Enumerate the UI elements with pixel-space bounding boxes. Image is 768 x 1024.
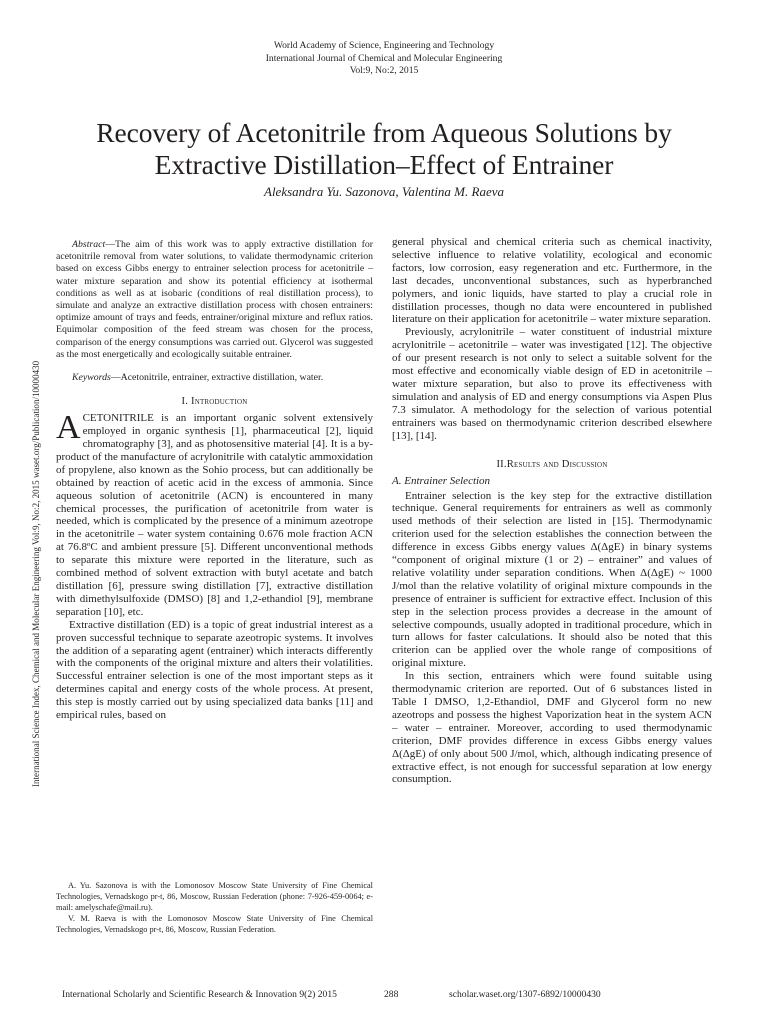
header-line-3: Vol:9, No:2, 2015 xyxy=(349,65,419,77)
abstract xyxy=(56,239,373,361)
footer-link[interactable]: scholar.waset.org/1307-6892/10000430 xyxy=(449,989,601,1000)
abstract-label: Abstract xyxy=(72,239,106,250)
left-column xyxy=(56,239,373,722)
intro-paragraph-1 xyxy=(56,409,373,619)
subsection-heading: A. Entrainer Selection xyxy=(392,474,491,487)
paper-authors: Aleksandra Yu. Sazonova, Valentina M. Raeva xyxy=(264,184,504,199)
intro-paragraph-1-text: CETONITRILE is an important organic solvent extensively employed in organic synthesis [1], pharmaceutical [2], liquid chromatography [3], and as photosensitive material [4]. It is a by-product of the manufacture of acrylonitrile with catalytic ammoxidation of propylene, also known as the Sohio process, but can additionally be obtained by reaction of acetic acid in the excess of ammonia. Since aqueous solution of acetonitrile (ACN) is encountered in many chemical processes, the purification of acetonitrile from water is needed, which is complicated by the presence of a minimum azeotrope in the acetonitrile – water system containing 0.676 mole fraction ACN at 76.8ºC and ambient pressure [5]. Different unconventional methods to separate this mixture were reported in the literature, such as combined method of solvent extraction with butyl acetate and batch distillation [6], pressure swing distillation [7], extractive distillation with dimethylsulfoxide (DMSO) [8] and 1,2-ethandiol [9], membrane separation [10], etc. xyxy=(56,412,373,618)
drop-cap: A xyxy=(56,409,81,447)
keywords-label: Keywords xyxy=(72,372,111,384)
author-footnotes xyxy=(56,880,373,935)
intro-paragraph-4: Previously, acrylonitrile – water constituent of industrial mixture acrylonitrile – acetonitrile – water was investigated [12]. The objective of our present research is not only to select a suitable solvent for the most effective and economically viable design of ED in acetonitrile – water mixture separation, but also to prove its effectiveness with simulation and analysis of ED and energy consumptions via Aspen Plus 7.3 simulator. A methodology for the selection of various potential entrainers was based on thermodynamic criterion described elsewhere [13], [14]. xyxy=(392,326,712,442)
section-1-heading xyxy=(56,396,373,407)
paper-title: Recovery of Acetonitrile from Aqueous Solutions by Extractive Distillation–Effect of Entrainer xyxy=(96,117,672,180)
footnote-2: V. M. Raeva is with the Lomonosov Moscow State University of Fine Chemical Technologies, Vernadskogo pr-t, 86, Moscow, Russian Federation. xyxy=(56,914,373,934)
intro-paragraph-2: Extractive distillation (ED) is a topic of great industrial interest as a proven successful technique to separate azeotropic systems. It involves the addition of a separating agent (entrainer) which interacts differently with the components of the original mixture and alters their volatilities. Successful entrainer selection is one of the most important steps as it determines capital and energy costs of the whole process. At present, this step is mostly carried out by using specialized data banks [11] and empirical rules, based on xyxy=(56,618,373,722)
results-paragraph-1: Entrainer selection is the key step for the extractive distillation technique. General requirements for entrainers as well as commonly used methods of their selection are listed in [15]. Thermodynamic criterion used for the selection establishes the connection between the difference in excess Gibbs energy values Δ(ΔgE) in binary systems “component of original mixture (1 or 2) – entrainer” and values of relative volatility under separation conditions. When Δ(ΔgE) ~ 1000 J/mol than the relative volatility of original mixture compounds in the presence of entrainer is sufficient for extractive effect. Inclusion of this step in the selection process provides a decrease in the amount of selective compounds, usually adopted in traditional procedure, which in turn allows for faster calculations. It should also be noted that this criterion can be applied over the whole range of compositions of original mixture. xyxy=(392,489,712,670)
keywords-text: —Acetonitrile, entrainer, extractive distillation, water. xyxy=(110,372,324,384)
footnote-1: A. Yu. Sazonova is with the Lomonosov Moscow State University of Fine Chemical Technologies, Vernadskogo pr-t, 86, Moscow, Russian Federation (phone: 7-926-459-0064; e-mail: amelyschafe@mail.ru). xyxy=(56,881,373,912)
header-line-2: International Journal of Chemical and Molecular Engineering xyxy=(265,52,503,64)
section-2-title: Results and Discussion xyxy=(506,458,608,470)
right-column xyxy=(392,236,712,786)
section-1-title: Introduction xyxy=(190,396,248,408)
side-margin-text: International Science Index, Chemical and Molecular Engineering Vol:9, No:2, 2015 waset.org/Publication/10000430 xyxy=(31,360,41,787)
section-1-number: I. xyxy=(181,396,189,408)
footer-publication: International Scholarly and Scientific Research & Innovation 9(2) 2015 xyxy=(62,989,337,1000)
section-2-number: II. xyxy=(496,458,507,470)
page-number: 288 xyxy=(384,989,399,1000)
intro-paragraph-3: general physical and chemical criteria such as chemical inactivity, selective influence to relative volatility, ecological and economic factors, low corrosion, easy regeneration and etc. Furthermore, in the last decades, unconventional substances, such as hyperbranched polymers, and ionic liquids, have started to play a crucial role in distillation processes, though no data were encountered in published literature on their application for acetonitrile – water mixture separation. xyxy=(392,236,712,326)
header-line-1: World Academy of Science, Engineering and Technology xyxy=(273,40,495,51)
abstract-text: —The aim of this work was to apply extractive distillation for acetonitrile removal from water solutions, to validate thermodynamic criterion based on excess Gibbs energy to entrainer selection process for acetonitrile – water mixture separation and show its potential efficiency at isothermal conditions as well as at isobaric (conditions of real distillation process), to simulate and analyze an extractive distillation process with chosen entrainers: optimize amount of trays and feeds, entrainer/original mixture and reflux ratios. Equimolar composition of the feed stream was chosen for the process, comparison of the energy consumptions was carried out. Glycerol was suggested as the most energetically and ecologically suitable entrainer. xyxy=(56,239,373,360)
keywords xyxy=(56,372,373,384)
section-2-heading xyxy=(392,459,712,470)
results-paragraph-2: In this section, entrainers which were found suitable using thermodynamic criterion are reported. Out of 6 substances listed in Table I DMSO, 1,2-Ethandiol, DMF and Glycerol form no new azeotrops and possess the highest Vaporization heat in the system ACN – water – entrainer. Moreover, according to used thermodynamic criterion, DMF provides difference in excess Gibbs energy values Δ(ΔgE) of only about 500 J/mol, which, although indicating presence of extractive effect, is not enough for successful separation at low energy consumption. xyxy=(392,670,712,786)
journal-header xyxy=(0,40,768,78)
